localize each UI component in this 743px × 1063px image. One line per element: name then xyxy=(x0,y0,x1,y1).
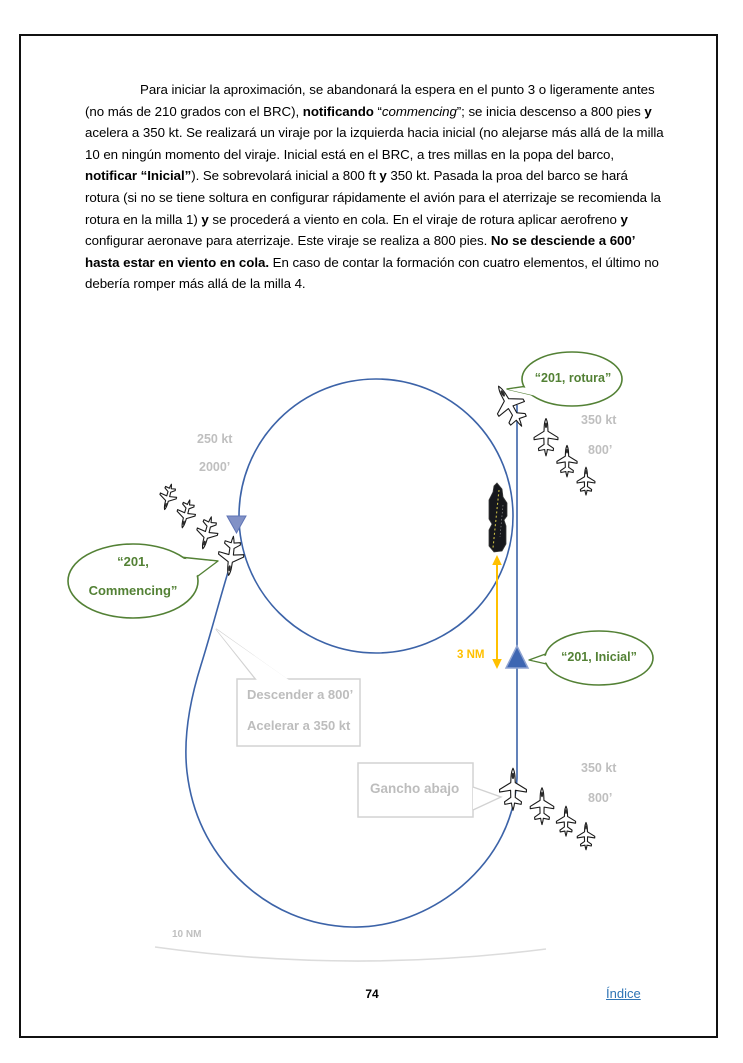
jet-icon xyxy=(530,788,554,825)
index-link[interactable]: Índice xyxy=(606,986,641,1001)
text-run-4: ”; se inicia descenso a 800 pies xyxy=(456,103,645,119)
hook-callout-label: Gancho abajo xyxy=(370,781,460,796)
jet-icon xyxy=(500,768,527,810)
downwind-altitude-label: 800’ xyxy=(588,791,613,805)
text-run-16: En caso de contar la formación con cuatro elementos, el último no debería romper más allá de la milla 4. xyxy=(85,254,659,292)
text-run-0: Para iniciar la aproximación, se abandonará la espera en el punto 3 o ligeramente antes (no más de 210 grados con el BRC), xyxy=(85,82,655,119)
jet-icon xyxy=(157,482,180,512)
jet-icon xyxy=(193,514,222,551)
break-speed-label: 350 kt xyxy=(581,413,617,427)
bubble-commencing-text-line2: Commencing” xyxy=(88,583,178,598)
text-run-14: configurar aeronave para aterrizaje. Este viraje se realiza a 800 pies. xyxy=(85,233,491,249)
text-run-12: se procederá a viento en cola. En el viraje de rotura aplicar aerofreno xyxy=(208,211,621,227)
jet-icon xyxy=(173,498,198,531)
holding-altitude-label: 2000’ xyxy=(199,460,231,474)
break-altitude-label: 800’ xyxy=(588,443,613,457)
page-number: 74 xyxy=(365,987,379,1001)
text-run-13: y xyxy=(620,211,628,227)
bubble-rotura-text: “201, rotura” xyxy=(534,371,612,385)
text-run-7: notificar “Inicial” xyxy=(85,168,192,184)
jet-icon xyxy=(577,467,595,495)
jet-icon xyxy=(577,822,594,849)
entry-triangle-icon xyxy=(227,516,246,533)
text-run-15: No se desciende a 600’ hasta estar en viento en cola. xyxy=(85,233,635,270)
text-run-3: commencing xyxy=(381,103,457,119)
text-run-1: notificando xyxy=(302,103,374,119)
text-run-8: ). Se sobrevolará inicial a 800 ft xyxy=(191,168,380,184)
holding-circle-path xyxy=(239,379,513,653)
text-run-6: acelera a 350 kt. Se realizará un viraje por la izquierda hacia inicial (no alejarse más allá de la milla 10 en ningún momento del viraje. Inicial está en el BRC, a tres millas en la popa del barco, xyxy=(85,125,664,162)
descend-callout-line1: Descender a 800’ xyxy=(247,687,354,702)
holding-speed-label: 250 kt xyxy=(197,432,233,446)
text-run-10: 350 kt. Pasada la proa del barco se hará rotura (si no se tiene soltura en configurar rápidamente el avión para el aterrizaje se recomienda la rotura en la milla 1) xyxy=(85,168,661,227)
distance-3nm-label: 3 NM xyxy=(457,649,485,661)
text-run-2: “ xyxy=(373,103,382,119)
initial-triangle-icon xyxy=(506,646,528,668)
bubble-inicial-text: “201, Inicial” xyxy=(561,650,637,664)
descend-callout-line2: Acelerar a 350 kt xyxy=(247,718,351,733)
jet-icon xyxy=(556,806,575,836)
approach-loop-path xyxy=(186,405,517,927)
jet-icon xyxy=(534,419,558,456)
text-run-5: y xyxy=(644,103,652,119)
hook-callout-pointer xyxy=(473,787,501,810)
text-run-11: y xyxy=(201,211,209,227)
downwind-speed-label: 350 kt xyxy=(581,761,617,775)
range-arc-10nm xyxy=(155,947,546,961)
carrier-icon xyxy=(489,483,507,552)
bubble-commencing-text-line1: “201, xyxy=(117,554,149,569)
jet-icon xyxy=(557,445,577,477)
distance-10nm-label: 10 NM xyxy=(172,929,202,940)
text-run-9: y xyxy=(379,168,387,184)
